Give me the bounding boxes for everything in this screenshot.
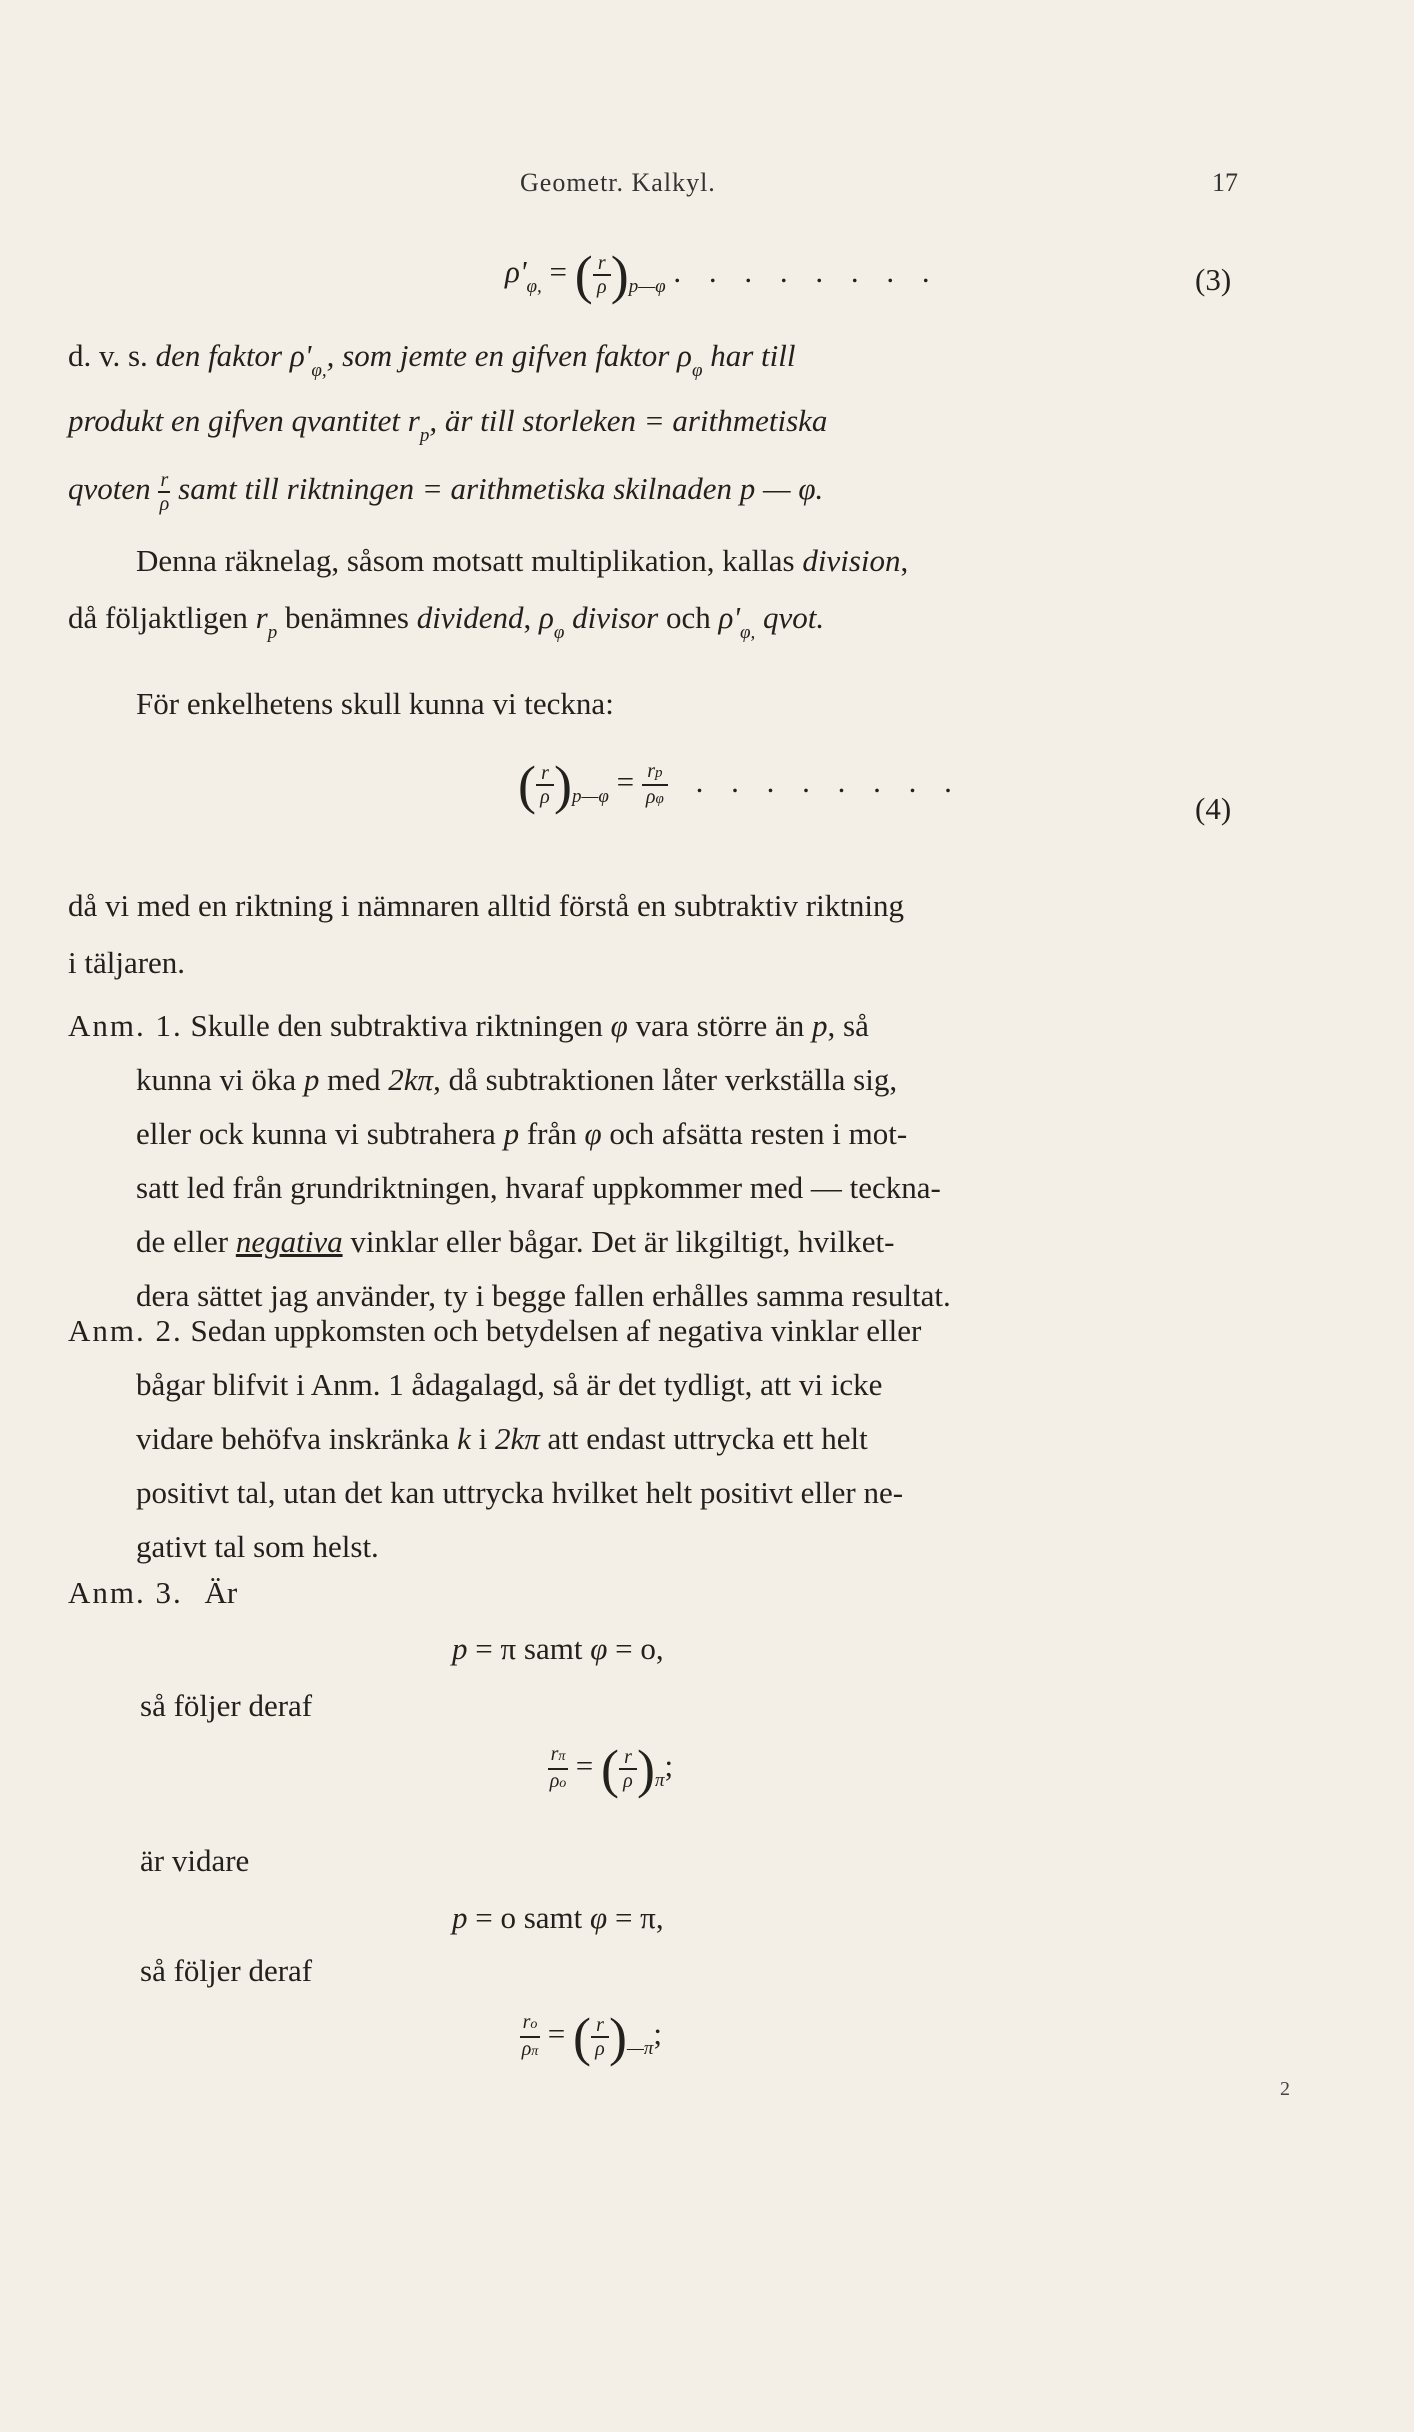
- text: r: [522, 2011, 531, 2033]
- para2-line2: [68, 602, 824, 642]
- text: ρ: [549, 1770, 560, 1792]
- text: och afsätta resten i mot-: [609, 1116, 908, 1151]
- eq3-num: r: [597, 252, 606, 274]
- text: , som jemte en gifven faktor: [326, 338, 670, 373]
- text: p: [452, 1900, 468, 1935]
- equation-4-label: (4): [1195, 791, 1232, 826]
- text: produkt en gifven qvantitet: [68, 403, 401, 438]
- text: samt till riktningen = arithmetiska skilnaden p — φ.: [178, 471, 824, 507]
- text: ρ': [718, 600, 741, 635]
- text: eller ock kunna vi subtrahera: [136, 1116, 496, 1151]
- text: r: [255, 600, 268, 635]
- text: från: [526, 1116, 577, 1151]
- eq3-den: ρ: [596, 276, 607, 298]
- text: ρ: [623, 1770, 633, 1792]
- equation-4: ( $\frac{r}{\rho}$ )$_{p—\varphi}$ = $\frac{rp}{\rho\varphi}$ . . . . . . . .: [518, 755, 962, 815]
- text: att endast uttrycka ett helt: [547, 1421, 868, 1456]
- text: p: [655, 765, 663, 781]
- anm2-line5: gativt tal som helst.: [136, 1529, 379, 1564]
- anm1-line6: dera sättet jag använder, ty i begge fallen erhålles samma resultat.: [136, 1278, 951, 1313]
- text: r: [541, 762, 549, 784]
- para2-line1: [136, 545, 908, 576]
- anm1-line1: [68, 1010, 869, 1041]
- text: då följaktligen: [68, 600, 248, 635]
- text: ρ: [677, 338, 692, 373]
- eq3-fraction: [593, 253, 611, 297]
- anm3-line1: [68, 1577, 237, 1608]
- anm2-line1: [68, 1315, 921, 1346]
- text: den faktor: [155, 338, 283, 373]
- text: benämnes: [285, 600, 409, 635]
- text: ρ: [538, 600, 554, 635]
- text: φ: [691, 360, 703, 381]
- text: φ: [655, 791, 664, 807]
- text: φ: [590, 1631, 608, 1666]
- text: vara större än: [635, 1008, 805, 1043]
- para3: För enkelhetens skull kunna vi teckna:: [136, 686, 614, 721]
- text: Skulle den subtraktiva riktningen: [190, 1008, 603, 1043]
- anm1-label: Anm. 1.: [68, 1008, 183, 1043]
- text: = o,: [615, 1631, 664, 1666]
- text: , då subtraktionen låter verkställa sig,: [433, 1062, 898, 1097]
- text: . . . . . . . .: [695, 764, 962, 800]
- eq3-dots: . . . . . . . .: [673, 254, 940, 290]
- text: qvot.: [763, 600, 825, 635]
- text: i: [478, 1421, 488, 1456]
- text: φ,: [740, 622, 756, 643]
- text: Denna räknelag, såsom motsatt multiplikation, kallas: [136, 543, 795, 578]
- text: p: [267, 622, 278, 643]
- para1-line2: [68, 405, 827, 445]
- text: har till: [710, 338, 796, 373]
- anm3-condition-2: [452, 1902, 664, 1933]
- para1-line1: [68, 340, 795, 380]
- text: [619, 1747, 637, 1791]
- text: r: [647, 760, 655, 782]
- text: φ: [590, 1900, 608, 1935]
- text: r: [596, 2014, 604, 2036]
- text: kunna vi öka: [136, 1062, 297, 1097]
- text: [520, 2012, 540, 2062]
- text: [536, 763, 554, 807]
- text: k: [457, 1421, 471, 1456]
- text: ρ': [289, 338, 312, 373]
- text: p: [503, 1116, 520, 1151]
- text: [591, 2015, 609, 2059]
- text: π: [654, 1770, 665, 1792]
- text: och: [666, 600, 711, 635]
- anm1-line2: [136, 1064, 897, 1095]
- text: vidare behöfva inskränka: [136, 1421, 450, 1456]
- text: r: [160, 469, 169, 491]
- text: φ: [553, 622, 565, 643]
- anm1-line3: [136, 1118, 907, 1149]
- text: p—φ: [571, 786, 609, 808]
- text: , är till storleken = arithmetiska: [429, 403, 828, 438]
- text: φ,: [311, 360, 327, 381]
- anm3-follow-1: så följer deraf: [140, 1688, 313, 1723]
- text: φ: [584, 1116, 602, 1151]
- text: dividend: [416, 600, 524, 635]
- anm3-further: är vidare: [140, 1843, 250, 1878]
- text: p: [419, 425, 430, 446]
- text: r: [407, 403, 420, 438]
- text: ;: [664, 1748, 674, 1784]
- text: [548, 1744, 568, 1794]
- para1-fraction: [158, 470, 170, 514]
- text: φ: [610, 1008, 628, 1043]
- text: divisor: [572, 600, 659, 635]
- text: Är: [204, 1575, 238, 1610]
- anm2-line3: [136, 1423, 868, 1454]
- anm2-line2: bågar blifvit i Anm. 1 ådagalagd, så är det tydligt, att vi icke: [136, 1367, 883, 1402]
- text: π: [531, 2044, 539, 2059]
- text: ρ: [540, 786, 550, 808]
- text: 2kπ: [494, 1421, 540, 1456]
- text: o: [530, 2017, 538, 2032]
- text: = π samt: [475, 1631, 583, 1666]
- text: ρ: [521, 2038, 532, 2060]
- text: qvoten: [68, 471, 151, 507]
- signature-mark: 2: [1280, 2078, 1290, 2100]
- text: r: [550, 1743, 559, 1765]
- text: p: [812, 1008, 828, 1043]
- anm3-condition-1: [452, 1633, 664, 1664]
- equation-3: $\rho'_{\varphi,}$ = ( $\frac{r}{\rho}$ )$_{p—\varphi}$ . . . . . . . .: [505, 245, 940, 305]
- text: ,: [523, 600, 532, 635]
- text: ρ: [645, 786, 656, 808]
- text: negativa: [235, 1224, 343, 1259]
- eq3-lhs-sub: φ,: [526, 276, 542, 298]
- para4-line2: i täljaren.: [68, 945, 186, 980]
- eq3-lhs: ρ': [505, 254, 527, 290]
- anm3-label: Anm. 3.: [68, 1575, 183, 1610]
- anm2-label: Anm. 2.: [68, 1313, 183, 1348]
- text: p: [303, 1062, 320, 1097]
- text: = o samt: [475, 1900, 583, 1935]
- text: = π,: [614, 1900, 664, 1935]
- anm3-formula-1: $\frac{r\pi}{\rho o}$ = ( $\frac{r}{\rho}$ )$_\pi$;: [549, 1739, 674, 1799]
- text: —π: [626, 2038, 654, 2060]
- eq3-sub: p—φ: [628, 276, 666, 298]
- anm1-line4: satt led från grundriktningen, hvaraf uppkommer med — teckna-: [136, 1170, 941, 1205]
- anm2-line4: positivt tal, utan det kan uttrycka hvilket helt positivt eller ne-: [136, 1475, 904, 1510]
- text: ,: [900, 543, 909, 578]
- text: π: [558, 1749, 566, 1764]
- text: division: [802, 543, 901, 578]
- text: vinklar eller bågar. Det är likgiltigt, hvilket-: [350, 1224, 895, 1259]
- anm3-formula-2: $\frac{ro}{\rho\pi}$ = ( $\frac{r}{\rho}$ )$_{—\pi}$;: [521, 2007, 662, 2067]
- text: o: [559, 1776, 567, 1791]
- text: d. v. s.: [68, 338, 148, 373]
- text: de eller: [136, 1224, 229, 1259]
- text: med: [327, 1062, 381, 1097]
- text: ρ: [159, 493, 170, 515]
- anm1-line5: [136, 1226, 894, 1257]
- text: Sedan uppkomsten och betydelsen af negativa vinklar eller: [190, 1313, 922, 1348]
- text: p: [452, 1631, 468, 1666]
- text: 2kπ: [388, 1062, 434, 1097]
- para1-line3: [68, 470, 823, 514]
- equation-3-label: (3): [1195, 262, 1232, 297]
- text: , så: [827, 1008, 869, 1043]
- eq4-rhs-fraction: [642, 761, 668, 809]
- para4-line1: då vi med en riktning i nämnaren alltid förstå en subtraktiv riktning: [68, 888, 904, 923]
- page-number: 17: [1212, 168, 1238, 197]
- text: ρ: [595, 2038, 605, 2060]
- text: ;: [653, 2016, 662, 2052]
- text: r: [624, 1746, 632, 1768]
- anm3-follow-2: så följer deraf: [140, 1953, 313, 1988]
- running-header: Geometr. Kalkyl.: [520, 168, 716, 197]
